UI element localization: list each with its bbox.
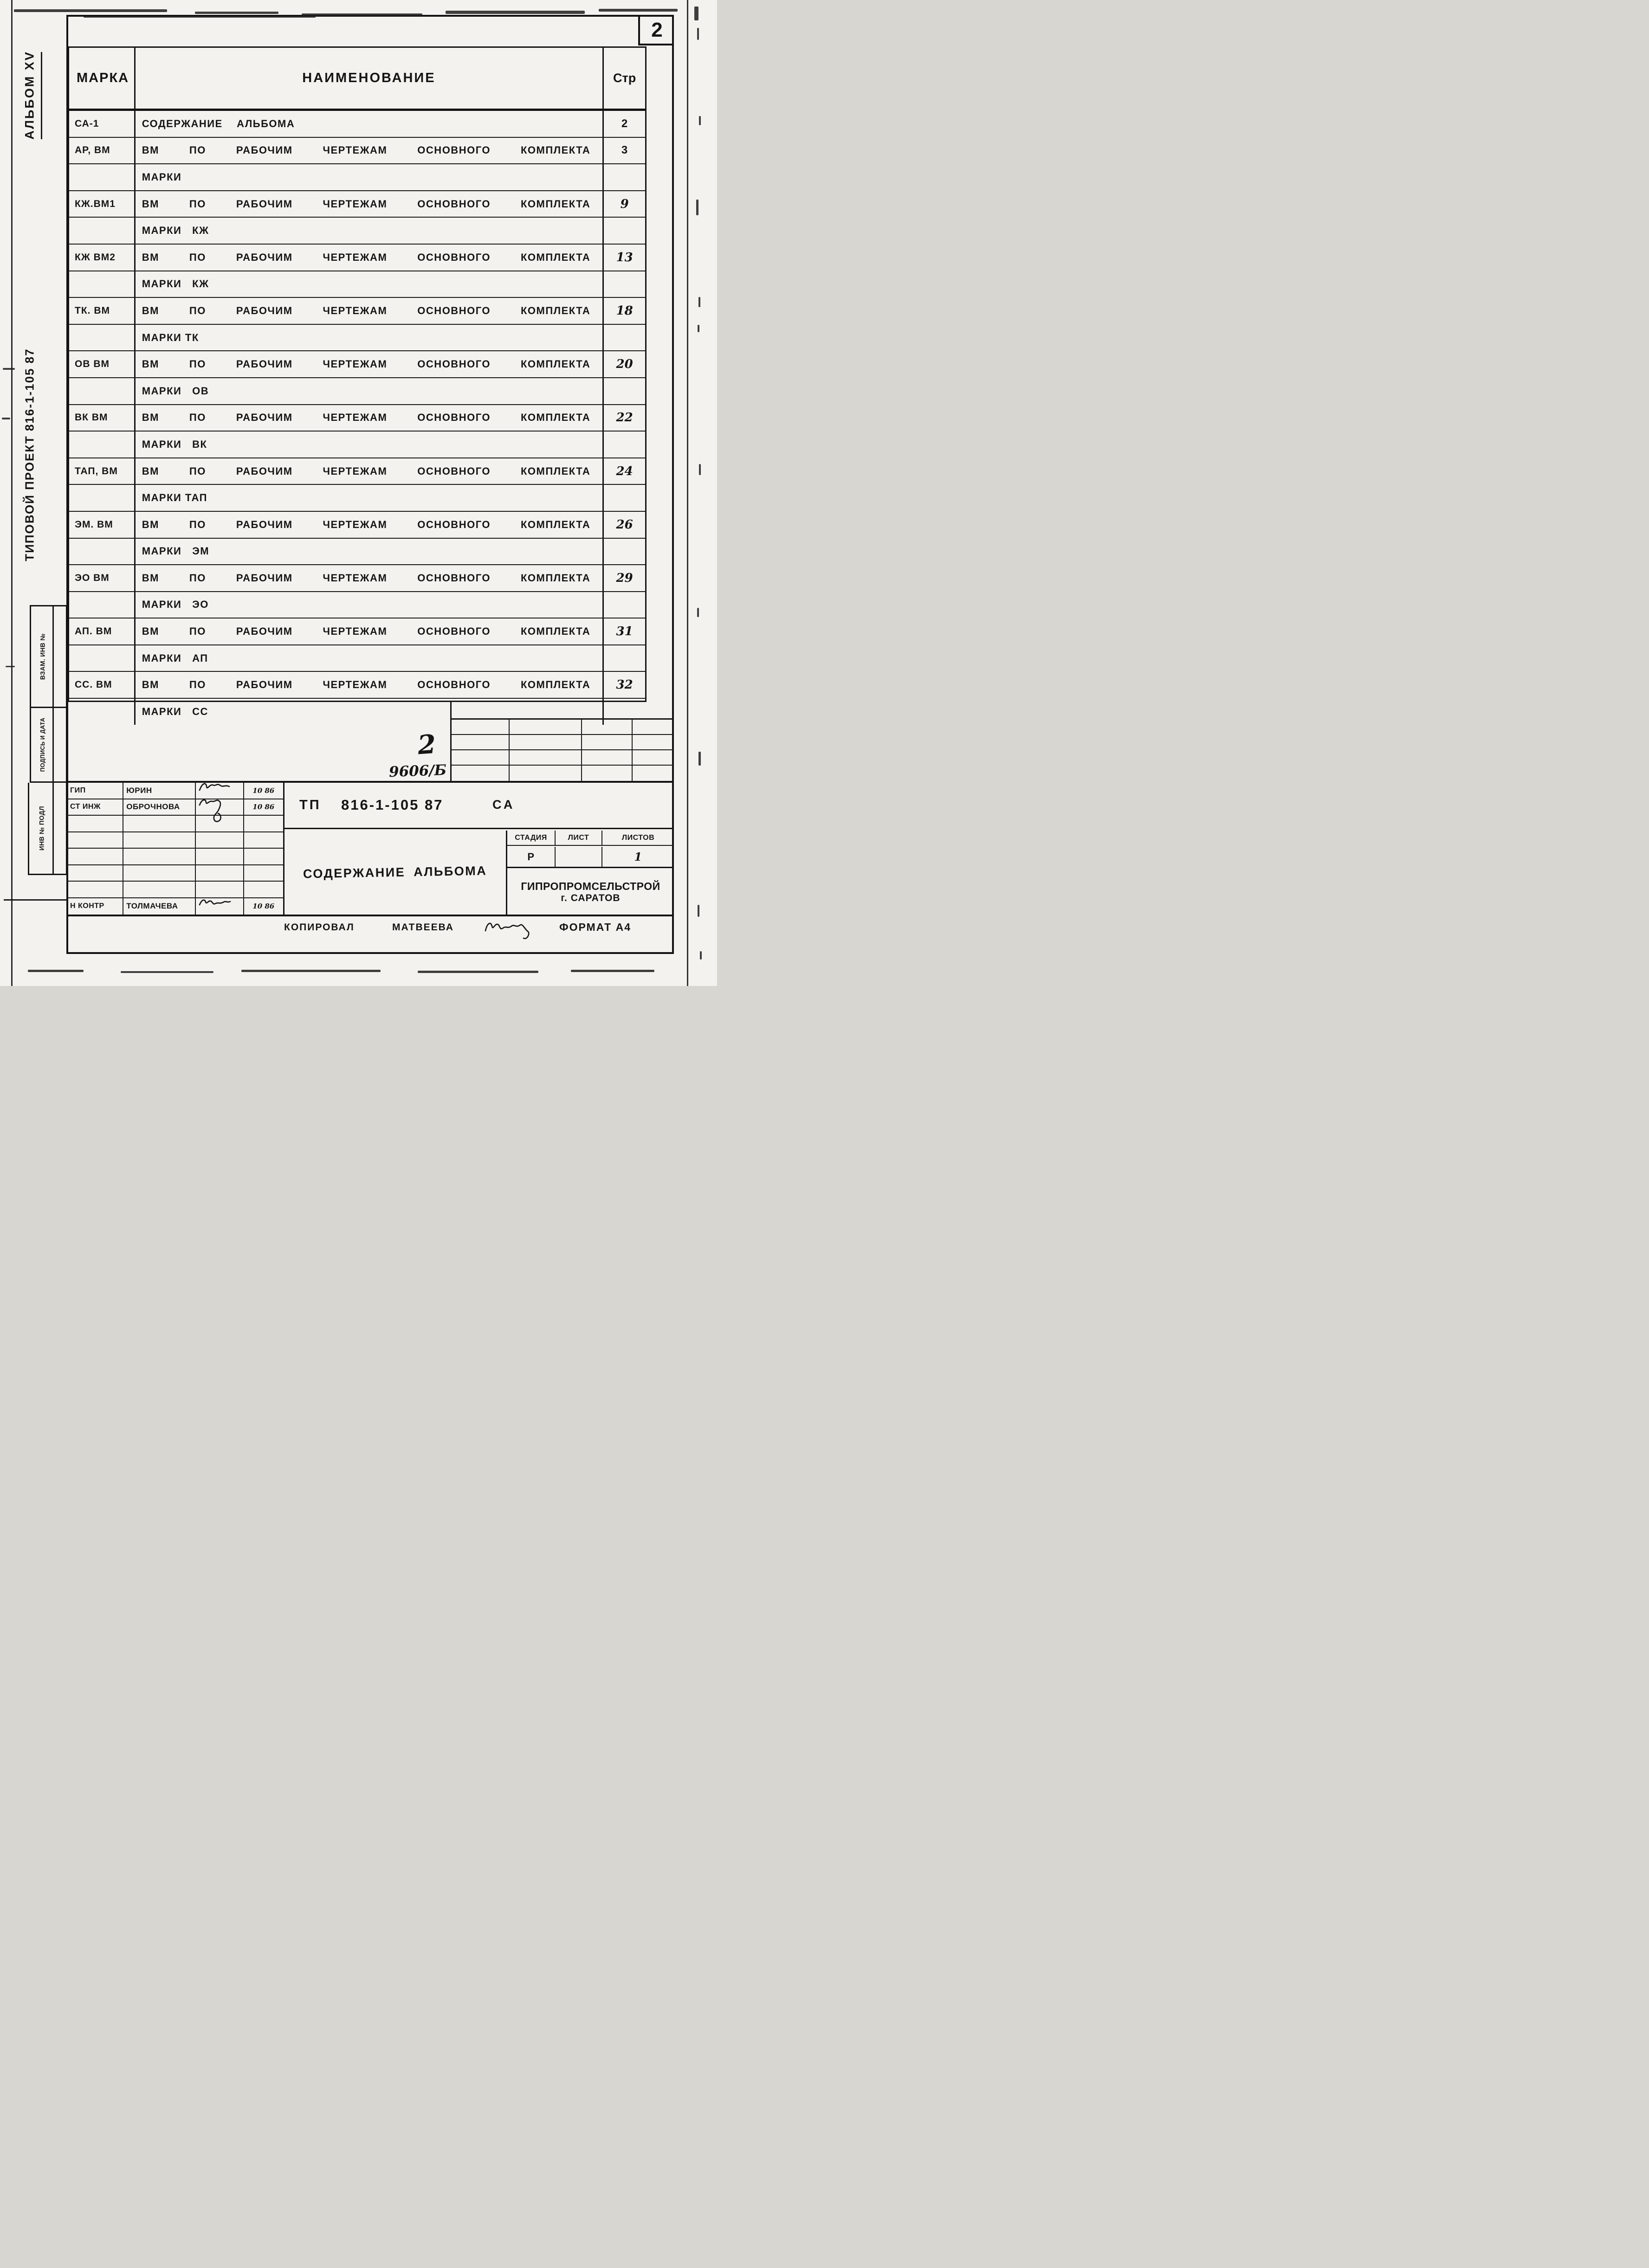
signature-name: ОБРОЧНОВА <box>123 799 196 815</box>
revision-cell <box>633 720 673 735</box>
toc-cell-mark <box>69 164 136 190</box>
toc-cell-name: МАРКИ ВК <box>136 432 604 457</box>
signature-date <box>244 816 283 831</box>
scan-artifact <box>571 970 654 972</box>
signature-role <box>66 865 123 881</box>
signature-role <box>66 816 123 831</box>
album-underline <box>41 52 42 139</box>
signature-cell <box>196 898 244 915</box>
toc-name-text: ВМ ПО РАБОЧИМ ЧЕРТЕЖАМ ОСНОВНОГО КОМПЛЕКТА <box>142 358 591 370</box>
table-row <box>69 271 645 298</box>
scan-artifact <box>121 971 213 973</box>
sheets-header: ЛИСТОВ <box>621 833 655 842</box>
signature-name <box>123 882 196 897</box>
toc-cell-name: МАРКИ СС <box>136 699 604 725</box>
table-row <box>69 191 645 218</box>
toc-cell-page <box>604 592 645 618</box>
toc-cell-name: МАРКИ КЖ <box>136 271 604 297</box>
toc-cell-name: СОДЕРЖАНИЕ АЛЬБОМА <box>136 111 604 137</box>
signature-icon <box>198 896 239 923</box>
stage-grid <box>507 831 674 915</box>
table-row <box>69 539 645 566</box>
toc-table <box>68 46 647 717</box>
toc-cell-mark: СА-1 <box>69 111 136 137</box>
scan-artifact <box>599 9 678 12</box>
sheet-value <box>556 847 601 867</box>
signature-cell <box>196 799 244 815</box>
toc-cell-mark <box>69 485 136 511</box>
margin-line <box>4 899 67 901</box>
toc-cell-mark <box>69 539 136 565</box>
scan-artifact <box>699 116 701 125</box>
sheet-title-cell <box>285 831 507 915</box>
signature-row <box>66 898 283 915</box>
scan-artifact <box>418 971 538 973</box>
table-row <box>69 672 645 699</box>
title-block <box>66 781 674 916</box>
revision-cell <box>633 735 673 750</box>
toc-name-text: ВМ ПО РАБОЧИМ ЧЕРТЕЖАМ ОСНОВНОГО КОМПЛЕКТА <box>142 251 591 263</box>
toc-name-text: ВМ ПО РАБОЧИМ ЧЕРТЕЖАМ ОСНОВНОГО КОМПЛЕКТА <box>142 572 591 584</box>
toc-cell-mark: ВК ВМ <box>69 405 136 431</box>
toc-cell-name <box>136 351 604 377</box>
sheet-value-cell <box>556 847 602 868</box>
stamp-label-vzam: ВЗАМ. ИНВ № <box>39 633 46 680</box>
sheet-number-box <box>638 17 674 45</box>
signature-cell <box>196 849 244 864</box>
handwritten-doc-number: 9606/Б <box>388 761 447 781</box>
signature-date <box>244 849 283 864</box>
toc-name-text: ВМ ПО РАБОЧИМ ЧЕРТЕЖАМ ОСНОВНОГО КОМПЛЕКТА <box>142 198 591 210</box>
scan-artifact <box>14 9 167 12</box>
toc-cell-name <box>136 138 604 164</box>
toc-cell-mark <box>69 699 136 725</box>
toc-cell-page: 24 <box>616 464 633 478</box>
toc-cell-page <box>604 325 645 351</box>
revision-cell <box>452 735 510 750</box>
toc-name-text: ВМ ПО РАБОЧИМ ЧЕРТЕЖАМ ОСНОВНОГО КОМПЛЕКТА <box>142 465 591 477</box>
scan-artifact <box>84 16 316 18</box>
toc-cell-name <box>136 672 604 698</box>
toc-cell-mark <box>69 645 136 671</box>
signature-name: ТОЛМАЧЕВА <box>123 898 196 915</box>
sheets-value-cell <box>602 847 674 868</box>
signature-name <box>123 865 196 881</box>
signature-date <box>244 882 283 897</box>
organization-name: ГИПРОПРОМСЕЛЬСТРОЙ <box>521 880 660 892</box>
stage-header: СТАДИЯ <box>515 833 547 842</box>
scan-artifact <box>2 418 10 419</box>
stamp-box-vzam <box>30 605 67 708</box>
project-label: ТИПОВОЙ ПРОЕКТ 816-1-105 87 <box>22 348 37 561</box>
scan-artifact <box>697 28 699 40</box>
scan-artifact <box>698 905 699 917</box>
right-outer-line <box>687 0 688 986</box>
toc-name-text: ВМ ПО РАБОЧИМ ЧЕРТЕЖАМ ОСНОВНОГО КОМПЛЕКТА <box>142 412 591 424</box>
toc-cell-name <box>136 458 604 484</box>
table-row <box>69 218 645 245</box>
toc-cell-page <box>604 218 645 244</box>
toc-cell-mark: СС. ВМ <box>69 672 136 698</box>
toc-name-text: ВМ ПО РАБОЧИМ ЧЕРТЕЖАМ ОСНОВНОГО КОМПЛЕКТА <box>142 144 591 156</box>
signature-date <box>244 832 283 848</box>
table-row <box>69 164 645 191</box>
toc-cell-page: 31 <box>616 625 633 639</box>
toc-cell-page: 22 <box>616 411 633 425</box>
stage-header-cell <box>507 831 556 846</box>
toc-cell-page: 2 <box>621 117 628 130</box>
toc-cell-name: МАРКИ ТАП <box>136 485 604 511</box>
toc-cell-page: 9 <box>620 197 629 211</box>
handwritten-sheet-number: 2 <box>416 728 437 761</box>
doc-number: 816-1-105 87 <box>341 797 444 813</box>
stamp-divider <box>52 606 54 707</box>
scanned-sheet <box>0 0 717 986</box>
scan-artifact <box>6 666 15 667</box>
toc-cell-page: 26 <box>616 517 633 532</box>
sheets-value: 1 <box>634 850 642 863</box>
stamp-box-podpis <box>30 708 67 783</box>
toc-cell-name: МАРКИ ОВ <box>136 378 604 404</box>
signature-date: 10 86 <box>252 902 275 911</box>
signature-table <box>66 783 285 915</box>
signature-row <box>66 783 283 799</box>
revision-cell <box>510 720 582 735</box>
toc-cell-name <box>136 191 604 217</box>
organization-city: г. САРАТОВ <box>561 893 621 903</box>
toc-name-text: ВМ ПО РАБОЧИМ ЧЕРТЕЖАМ ОСНОВНОГО КОМПЛЕКТА <box>142 679 591 691</box>
signature-role <box>66 849 123 864</box>
sheets-header-cell <box>602 831 674 846</box>
toc-cell-page: 32 <box>616 678 633 692</box>
toc-cell-mark <box>69 325 136 351</box>
toc-cell-name <box>136 245 604 271</box>
table-row <box>69 619 645 645</box>
toc-cell-name <box>136 619 604 644</box>
organization-cell <box>507 870 674 915</box>
toc-name-text: ВМ ПО РАБОЧИМ ЧЕРТЕЖАМ ОСНОВНОГО КОМПЛЕКТА <box>142 518 591 530</box>
table-row <box>69 325 645 352</box>
stamp-divider <box>52 708 54 781</box>
sheet-header-cell <box>556 831 602 846</box>
table-row <box>69 512 645 539</box>
revision-cell <box>510 766 582 781</box>
toc-cell-mark: КЖ.ВМ1 <box>69 191 136 217</box>
toc-cell-name <box>136 405 604 431</box>
signature-date: 10 86 <box>252 786 275 795</box>
toc-name-text: ВМ ПО РАБОЧИМ ЧЕРТЕЖАМ ОСНОВНОГО КОМПЛЕКТА <box>142 304 591 316</box>
stamp-label-podpis: ПОДПИСЬ И ДАТА <box>39 717 46 772</box>
scan-artifact <box>698 297 700 307</box>
toc-cell-mark <box>69 592 136 618</box>
toc-name-text: ВМ ПО РАБОЧИМ ЧЕРТЕЖАМ ОСНОВНОГО КОМПЛЕКТА <box>142 625 591 638</box>
signature-row <box>66 799 283 816</box>
sheet-number: 2 <box>651 19 663 41</box>
toc-cell-mark: КЖ ВМ2 <box>69 245 136 271</box>
signature-cell <box>196 816 244 831</box>
table-row <box>69 458 645 485</box>
toc-cell-mark <box>69 378 136 404</box>
signature-cell <box>196 882 244 897</box>
doc-designation-cell <box>285 783 674 829</box>
revision-cell <box>452 720 510 735</box>
sheet-title: СОДЕРЖАНИЕ АЛЬБОМА <box>303 863 487 881</box>
doc-code: СА <box>492 798 515 812</box>
toc-cell-name: МАРКИ <box>136 164 604 190</box>
toc-cell-page <box>604 645 645 671</box>
toc-header-name: НАИМЕНОВАНИЕ <box>136 48 604 109</box>
toc-cell-mark: ТК. ВМ <box>69 298 136 324</box>
stamp-box-inv <box>28 783 67 875</box>
signature-role: СТ ИНЖ <box>66 799 123 815</box>
scan-artifact <box>694 6 698 20</box>
stamp-label-inv: ИНВ № ПОДЛ <box>38 806 45 850</box>
table-row <box>69 378 645 405</box>
scan-artifact <box>699 464 701 475</box>
toc-cell-name <box>136 298 604 324</box>
table-row <box>69 245 645 271</box>
copied-label: КОПИРОВАЛ <box>284 922 355 933</box>
toc-cell-page: 3 <box>621 144 628 157</box>
signature-row <box>66 849 283 865</box>
scan-artifact <box>696 200 698 215</box>
revision-cell <box>582 720 633 735</box>
signature-cell <box>196 865 244 881</box>
signature-name <box>123 816 196 831</box>
toc-cell-mark <box>69 218 136 244</box>
toc-cell-name: МАРКИ КЖ <box>136 218 604 244</box>
scan-artifact <box>700 951 702 960</box>
revision-cell <box>633 766 673 781</box>
table-row <box>69 138 645 165</box>
stage-value-cell <box>507 847 556 868</box>
scan-artifact <box>195 12 278 14</box>
signature-role: Н КОНТР <box>66 898 123 915</box>
signature-name: ЮРИН <box>123 783 196 799</box>
toc-cell-name: МАРКИ АП <box>136 645 604 671</box>
toc-cell-mark: ТАП, ВМ <box>69 458 136 484</box>
revision-cell <box>582 750 633 766</box>
toc-cell-mark <box>69 432 136 457</box>
toc-cell-name <box>136 512 604 538</box>
toc-cell-page <box>604 485 645 511</box>
scan-artifact <box>446 11 585 14</box>
signature-row <box>66 882 283 898</box>
signature-row <box>66 816 283 832</box>
toc-cell-page: 18 <box>616 303 633 318</box>
toc-cell-page <box>604 271 645 297</box>
copier-signature-icon <box>483 918 552 950</box>
toc-cell-page: 13 <box>616 250 633 264</box>
table-row <box>69 432 645 458</box>
revision-cell <box>452 766 510 781</box>
signature-date: 10 86 <box>252 803 275 812</box>
toc-header-row <box>69 48 645 111</box>
toc-cell-mark: АП. ВМ <box>69 619 136 644</box>
table-row <box>69 351 645 378</box>
revision-cell <box>510 735 582 750</box>
scan-artifact <box>698 752 701 766</box>
toc-cell-mark: АР, ВМ <box>69 138 136 164</box>
toc-cell-name: МАРКИ ЭМ <box>136 539 604 565</box>
table-row <box>69 485 645 512</box>
stage-value: Р <box>527 850 535 863</box>
revision-cell <box>510 750 582 766</box>
signature-cell <box>196 832 244 848</box>
toc-cell-page: 20 <box>616 357 633 372</box>
toc-cell-page <box>604 164 645 190</box>
signature-role <box>66 832 123 848</box>
table-row <box>69 111 645 138</box>
toc-cell-page <box>604 432 645 457</box>
scan-artifact <box>302 13 422 16</box>
grid-connector <box>450 702 452 720</box>
toc-cell-name: МАРКИ ТК <box>136 325 604 351</box>
scan-artifact <box>698 325 699 332</box>
toc-cell-mark: ОВ ВМ <box>69 351 136 377</box>
toc-cell-page <box>604 539 645 565</box>
table-row <box>69 298 645 325</box>
signature-name <box>123 849 196 864</box>
table-row <box>69 592 645 619</box>
revision-cell <box>452 750 510 766</box>
toc-header-page: Стр <box>613 71 636 85</box>
sheet-header: ЛИСТ <box>568 833 589 842</box>
doc-type: ТП <box>299 798 321 812</box>
signature-row <box>66 865 283 882</box>
format-label: ФОРМАТ А4 <box>559 921 632 933</box>
toc-cell-mark: ЭО ВМ <box>69 565 136 591</box>
toc-cell-page <box>604 378 645 404</box>
toc-cell-name <box>136 565 604 591</box>
signature-row <box>66 832 283 849</box>
signature-cell <box>196 783 244 799</box>
toc-cell-mark <box>69 271 136 297</box>
toc-cell-mark: ЭМ. ВМ <box>69 512 136 538</box>
revision-grid <box>450 718 674 781</box>
scan-artifact <box>28 970 84 972</box>
stamp-divider <box>52 783 54 874</box>
table-row <box>69 565 645 592</box>
copied-by: МАТВЕЕВА <box>392 922 454 933</box>
toc-header-mark: МАРКА <box>69 48 136 109</box>
toc-cell-name: МАРКИ ЭО <box>136 592 604 618</box>
signature-date <box>244 865 283 881</box>
album-label: АЛЬБОМ XV <box>22 51 37 140</box>
table-row <box>69 645 645 672</box>
scan-artifact <box>241 970 381 972</box>
toc-cell-page: 29 <box>616 571 633 585</box>
revision-cell <box>582 735 633 750</box>
signature-role <box>66 882 123 897</box>
left-paper-edge <box>11 0 13 986</box>
signature-name <box>123 832 196 848</box>
table-row <box>69 405 645 432</box>
signature-role: ГИП <box>66 783 123 799</box>
revision-cell <box>633 750 673 766</box>
scan-artifact <box>697 608 699 617</box>
revision-cell <box>582 766 633 781</box>
scan-artifact <box>3 368 15 370</box>
